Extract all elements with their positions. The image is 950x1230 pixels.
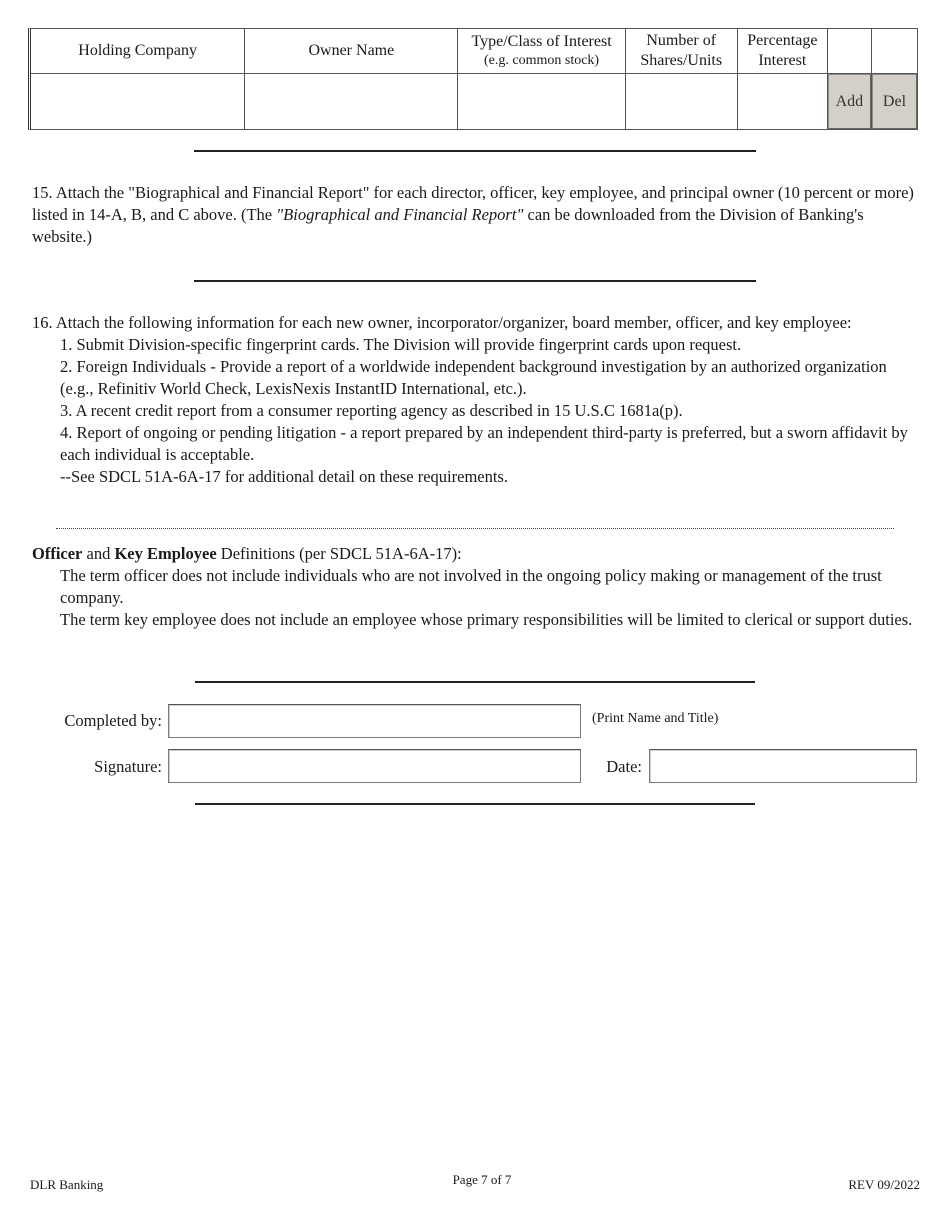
- signature-label: Signature:: [94, 757, 162, 776]
- item-16-see-also: --See SDCL 51A-6A-17 for additional detail on these requirements.: [60, 467, 508, 486]
- header-percentage-line1: Percentage: [747, 32, 818, 49]
- item-16-point-1: 1. Submit Division-specific fingerprint cards. The Division will provide fingerprint cards upon request.: [60, 335, 742, 354]
- date-input[interactable]: [649, 749, 917, 783]
- completed-by-hint: (Print Name and Title): [592, 711, 719, 726]
- definitions-heading: [32, 543, 922, 565]
- item-15-report-title: "Biographical and Financial Report": [276, 205, 524, 224]
- item-15-suffix: can be downloaded from the Division of Banking's website.): [32, 205, 864, 246]
- item-16-point-3: 3. A recent credit report from a consumer reporting agency as described in 15 U.S.C 1681a(p).: [60, 401, 683, 420]
- page-number: Page 7 of 7: [452, 1172, 512, 1187]
- definitions-officer: Officer: [32, 544, 83, 563]
- header-type-class-label: Type/Class of Interest: [471, 33, 612, 50]
- date-label: Date:: [606, 757, 642, 776]
- header-add-spacer: [827, 29, 871, 74]
- table-header-row: [30, 29, 918, 74]
- completed-by-input[interactable]: [168, 704, 581, 738]
- completed-by-label: Completed by:: [64, 711, 162, 730]
- section-divider: [195, 681, 755, 683]
- definitions-block: [32, 543, 922, 631]
- definitions-and: and: [82, 544, 115, 563]
- cell-del: [871, 74, 917, 130]
- header-type-class-example: (e.g. common stock): [484, 53, 600, 68]
- cell-type-class[interactable]: [458, 74, 625, 130]
- header-shares: [625, 29, 737, 74]
- header-shares-line2: Shares/Units: [640, 52, 723, 69]
- cell-add: [827, 74, 871, 130]
- cell-percentage[interactable]: [737, 74, 827, 130]
- cell-shares[interactable]: [625, 74, 737, 130]
- definitions-rest: Definitions (per SDCL 51A-6A-17):: [216, 544, 462, 563]
- item-16-point-2: 2. Foreign Individuals - Provide a report of a worldwide independent background investigation by an authorized organization (e.g., Refinitiv World Check, LexisNexis InstantID International, etc.).: [60, 357, 887, 398]
- header-type-class: [458, 29, 625, 74]
- definition-officer-text: The term officer does not include individuals who are not involved in the ongoing policy making or management of the trust company.: [60, 566, 882, 607]
- table-row: [30, 74, 918, 130]
- item-15-prefix: 15. Attach the "Biographical and Financial Report" for each director, officer, key employee, and principal owner (10 percent or more) listed in 14-A, B, and C above. (The: [32, 183, 914, 224]
- cell-owner-name[interactable]: [245, 74, 458, 130]
- header-owner-name: Owner Name: [245, 29, 458, 74]
- item-16-block: [32, 312, 922, 488]
- header-del-spacer: [871, 29, 917, 74]
- section-divider: [194, 150, 756, 152]
- header-shares-line1: Number of: [646, 32, 717, 49]
- header-percentage-line2: Interest: [758, 52, 807, 69]
- definition-key-employee-text: The term key employee does not include an employee whose primary responsibilities will be limited to clerical or support duties.: [60, 610, 913, 629]
- header-holding-company: Holding Company: [30, 29, 245, 74]
- cell-holding-company[interactable]: [30, 74, 245, 130]
- item-16-intro: 16. Attach the following information for each new owner, incorporator/organizer, board member, officer, and key employee:: [32, 313, 852, 332]
- delete-row-button[interactable]: Del: [872, 74, 917, 129]
- section-divider: [194, 280, 756, 282]
- header-percentage: [737, 29, 827, 74]
- dotted-divider: [56, 528, 894, 529]
- item-15-text: [32, 182, 922, 248]
- add-row-button[interactable]: Add: [828, 74, 871, 129]
- definitions-key-employee: Key Employee: [114, 544, 217, 563]
- item-16-point-4: 4. Report of ongoing or pending litigation - a report prepared by an independent third-party is preferred, but a sworn affidavit by each individual is acceptable.: [60, 423, 908, 464]
- holdings-table: [28, 28, 918, 130]
- signature-input[interactable]: [168, 749, 581, 783]
- footer-left: DLR Banking: [30, 1177, 104, 1192]
- section-divider: [195, 803, 755, 805]
- footer-revision: REV 09/2022: [848, 1177, 920, 1192]
